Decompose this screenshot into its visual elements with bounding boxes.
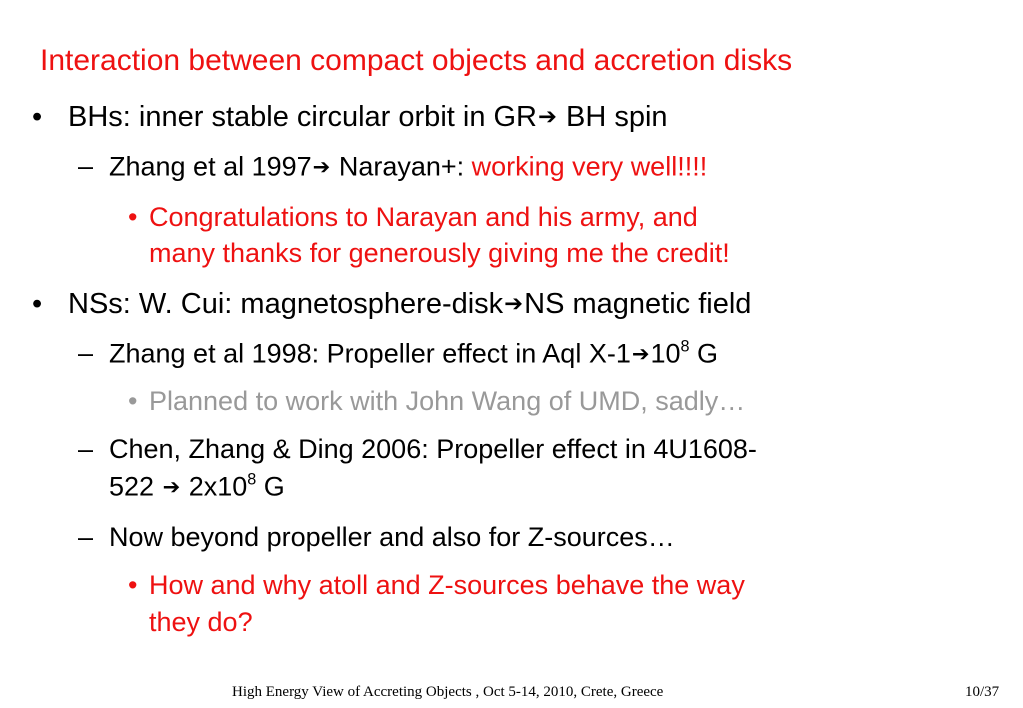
dash-marker: – (78, 434, 94, 464)
subitem-beyond-propeller (78, 521, 675, 554)
subitem-chen-2006 (78, 433, 757, 466)
ns-text: NSs: W. Cui: magnetosphere-disk (68, 288, 504, 320)
chen-line-2-row (109, 470, 285, 504)
chen-source-suffix: 522 (109, 471, 162, 502)
chen-line-1: Chen, Zhang & Ding 2006: Propeller effect in 4U1608- (109, 434, 757, 464)
congrats-line-2-row (149, 237, 730, 270)
field-exponent: 8 (680, 337, 690, 356)
right-arrow-icon (503, 286, 524, 322)
field-unit: G (689, 338, 719, 369)
field-value: 10 (650, 338, 681, 369)
subitem-zhang-1998 (78, 337, 719, 371)
bullet-bh (32, 99, 668, 135)
subsubitem-planned (128, 385, 746, 418)
subsubitem-how-and-why (128, 569, 745, 602)
right-arrow-icon (631, 337, 651, 370)
dash-marker: – (78, 338, 94, 368)
chen-field-unit: G (256, 471, 285, 502)
congrats-line-1: Congratulations to Narayan and his army, and (149, 202, 698, 232)
right-arrow-icon (312, 150, 332, 183)
zhang-1998-text: Zhang et al 1998: Propeller effect in Aql X-1 (109, 338, 631, 369)
narayan-text: Narayan+: (331, 151, 472, 182)
small-bullet-marker: • (128, 202, 138, 232)
working-well-text: working very well!!!! (471, 151, 708, 182)
bullet-marker: • (32, 288, 43, 320)
small-bullet-marker: • (128, 386, 138, 416)
page-number: 10/37 (965, 684, 1000, 700)
bullet-marker: • (32, 101, 43, 133)
subitem-zhang-1997 (78, 150, 708, 184)
howwhy-line-1: How and why atoll and Z-sources behave the way (149, 570, 745, 600)
howwhy-line-2: they do? (149, 607, 253, 637)
dash-marker: – (78, 522, 94, 552)
bh-spin-text: BH spin (557, 101, 668, 133)
ns-field-text: NS magnetic field (524, 288, 752, 320)
right-arrow-icon (162, 470, 182, 503)
dash-marker: – (78, 151, 94, 181)
small-bullet-marker: • (128, 570, 138, 600)
planned-text: Planned to work with John Wang of UMD, sadly… (149, 386, 746, 416)
footer-conference: High Energy View of Accreting Objects , Oct 5-14, 2010, Crete, Greece (232, 684, 664, 700)
subsubitem-congratulations (128, 201, 698, 234)
zhang-1997-text: Zhang et al 1997 (109, 151, 312, 182)
bullet-ns (32, 286, 752, 322)
right-arrow-icon (537, 99, 558, 135)
chen-field-exponent: 8 (247, 470, 257, 489)
howwhy-line-2-row (149, 606, 253, 639)
bh-text: BHs: inner stable circular orbit in GR (68, 101, 537, 133)
slide-title: Interaction between compact objects and accretion disks (40, 44, 793, 77)
beyond-text: Now beyond propeller and also for Z-sources… (109, 522, 675, 552)
congrats-line-2: many thanks for generously giving me the credit! (149, 238, 730, 268)
chen-field-value: 2x10 (181, 471, 248, 502)
